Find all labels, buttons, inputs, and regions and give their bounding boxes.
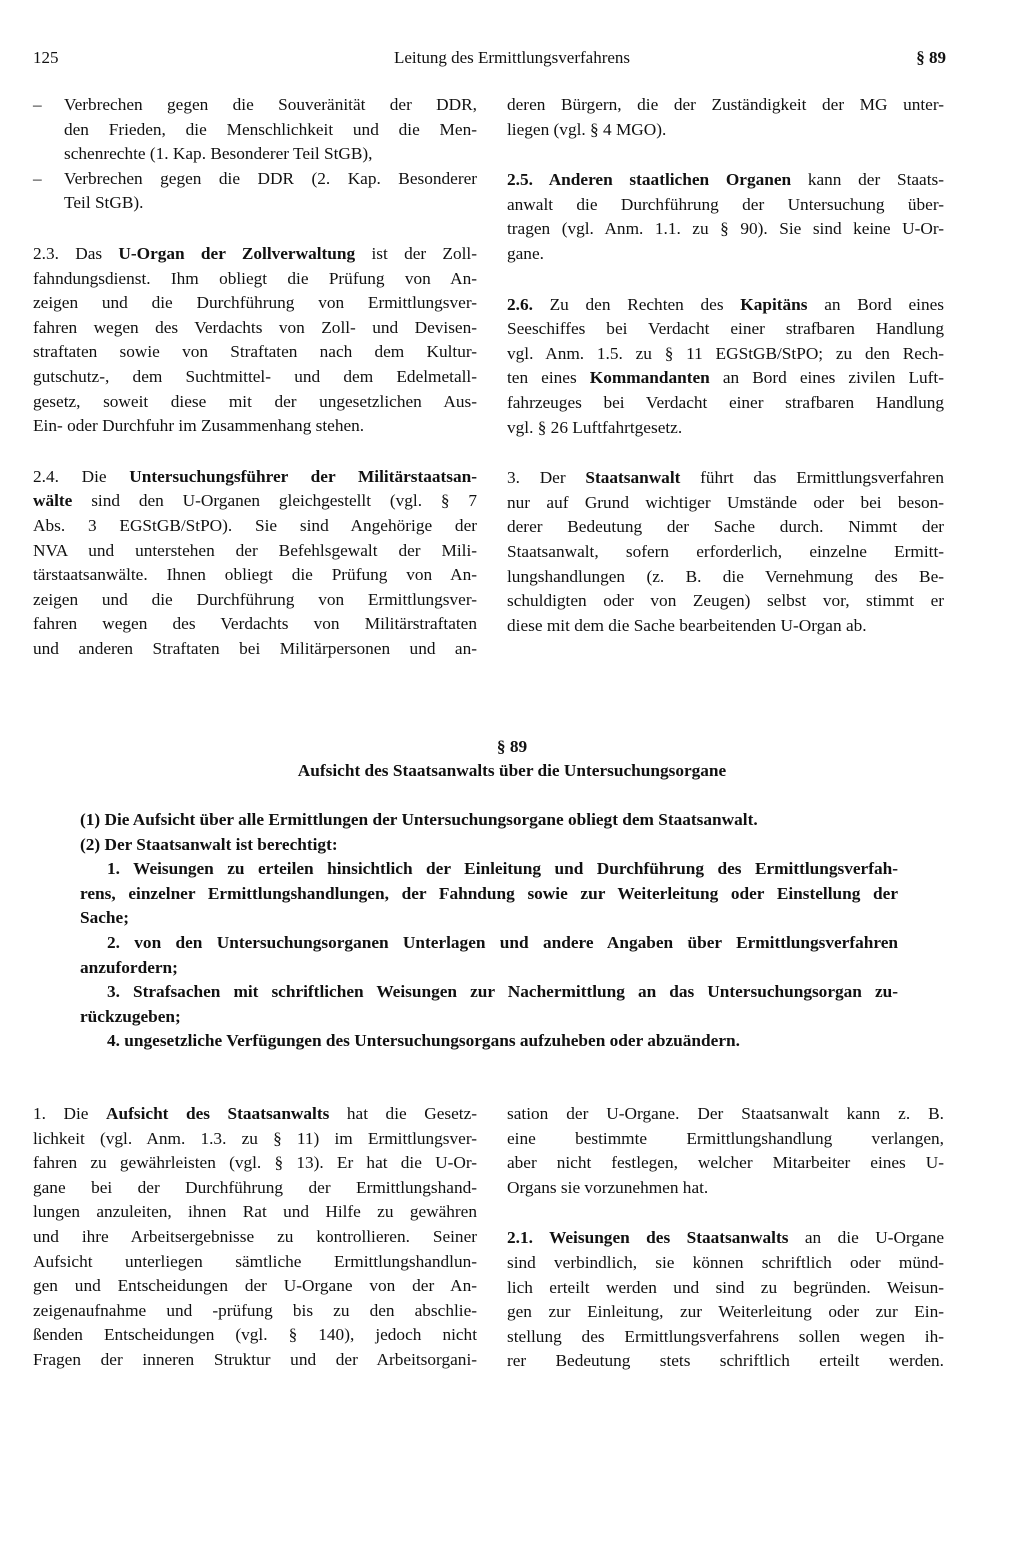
- bottom-right-column: [507, 1102, 944, 1374]
- text-line: Abs. 3 EGStGB/StPO). Sie sind Angehörige der: [33, 515, 477, 535]
- text-run: ten eines: [507, 368, 590, 388]
- text-run: Der: [519, 468, 586, 488]
- law-item-4: [80, 1029, 898, 1054]
- text-line: gesetz, soweit diese mit der ungesetzlichen Aus-: [33, 391, 477, 411]
- text-run: Die: [45, 1104, 107, 1123]
- paragraph-lead-line: [507, 168, 944, 193]
- text-line: diese mit dem die Sache bearbeitenden U-Organ ab.: [507, 615, 867, 635]
- paragraph-number: 3.: [507, 468, 520, 488]
- text-line: rer Bedeutung stets schriftlich erteilt werden.: [507, 1351, 944, 1371]
- text-line: stellung des Ermittlungsverfahrens sollen wegen ih-: [507, 1326, 944, 1346]
- text-line: und anderen Straftaten bei Militärpersonen und an-: [33, 638, 477, 658]
- text-line: schenrechte (1. Kap. Besonderer Teil StGB),: [64, 144, 373, 164]
- commentary-1: [33, 1102, 477, 1373]
- text-line: vgl. § 26 Luftfahrtgesetz.: [507, 417, 683, 437]
- paragraph-number: 2.1.: [507, 1228, 533, 1248]
- bold-term: Aufsicht des Staatsanwalts: [106, 1104, 330, 1123]
- text-run: an Bord eines: [807, 294, 945, 314]
- dash-item-2: [33, 167, 477, 216]
- text-line: fahrzeuges bei Verdacht einer strafbaren Handlung: [507, 392, 944, 412]
- text-line: zeigenaufnahme und -prüfung bis zu den abschlie-: [33, 1300, 477, 1320]
- text-line: Sache;: [80, 908, 129, 928]
- bottom-left-column: [33, 1102, 477, 1373]
- bold-term: Staatsanwalt: [585, 468, 681, 488]
- law-text: [80, 808, 898, 1054]
- text-line: gen und Entscheidungen der U-Organe von der An-: [33, 1276, 477, 1296]
- text-line: lich erteilt werden und sind zu begründen. Weisun-: [507, 1277, 944, 1297]
- text-run: Das: [58, 243, 119, 263]
- text-line: 4. ungesetzliche Verfügungen des Untersuchungsorgans aufzuheben oder abzuändern.: [107, 1031, 740, 1051]
- text-line: Verbrechen gegen die Souveränität der DDR,: [64, 95, 477, 114]
- text-line: rens, einzelner Ermittlungshandlungen, der Fahndung sowie zur Weiterleitung oder Einstellung der: [80, 883, 898, 903]
- text-line: Seeschiffes bei Verdacht einer strafbaren Handlung: [507, 319, 944, 339]
- text-line: [33, 489, 477, 514]
- bold-term: Untersuchungsführer der Militärstaatsan-: [129, 466, 478, 486]
- text-line: 1. Weisungen zu erteilen hinsichtlich der Einleitung und Durchführung des Ermittlungsverfah-: [107, 859, 898, 879]
- commentary-2-1: [507, 1226, 944, 1374]
- text-line: lungshandlungen (z. B. die Vernehmung des Be-: [507, 566, 944, 586]
- dash-item-1: [33, 93, 477, 167]
- text-line: tärstaatsanwälte. Ihnen obliegt die Prüfung von An-: [33, 565, 477, 585]
- absatz-1: (1) Die Aufsicht über alle Ermittlungen der Untersuchungsorgane obliegt dem Staatsanwalt.: [80, 810, 758, 829]
- paragraph-lead-line: [33, 465, 477, 490]
- section-number: § 89: [496, 737, 528, 756]
- running-title: Leitung des Ermittlungsverfahrens: [393, 48, 631, 67]
- text-line: und ihre Arbeitsergebnisse zu kontrollieren. Seiner: [33, 1226, 477, 1246]
- bold-term: Kommandanten: [589, 368, 710, 388]
- header-section: § 89: [916, 48, 946, 67]
- paragraph-lead-line: [507, 1226, 944, 1251]
- text-line: Verbrechen gegen die DDR (2. Kap. Besonderer: [64, 168, 477, 188]
- text-line: derer Bedeutung der Sache durch. Nimmt der: [507, 517, 944, 537]
- text-run: ist der Zoll-: [355, 243, 477, 263]
- text-line: zeigen und die Durchführung von Ermittlungsver-: [33, 293, 477, 313]
- law-item-1: [80, 857, 898, 882]
- text-line: deren Bürgern, die der Zuständigkeit der MG unter-: [507, 95, 944, 114]
- dash-mark: –: [33, 95, 42, 114]
- text-line: fahndungsdienst. Ihm obliegt die Prüfung von An-: [33, 268, 477, 288]
- section-title: Aufsicht des Staatsanwalts über die Untersuchungsorgane: [297, 761, 727, 780]
- text-run: sind den U-Organen gleichgestellt (vgl. § 7: [72, 491, 477, 511]
- absatz-2: (2) Der Staatsanwalt ist berechtigt:: [80, 834, 338, 854]
- text-line: tragen (vgl. Anm. 1.1. zu § 90). Sie sind keine U-Or-: [507, 219, 944, 239]
- text-line: zeigen und die Durchführung von Ermittlungsver-: [33, 589, 477, 609]
- text-line: fahren wegen des Verdachts von Militärstraftaten: [33, 614, 477, 634]
- dash-mark: –: [33, 168, 42, 188]
- text-line: ßenden Entscheidungen (vgl. § 140), jedoch nicht: [33, 1325, 477, 1345]
- top-right-column: [507, 93, 944, 638]
- bold-term: Kapitäns: [740, 294, 808, 314]
- text-line: gane bei der Durchführung der Ermittlungshand-: [33, 1177, 477, 1197]
- paragraph-3: [507, 466, 944, 638]
- text-line: [507, 366, 944, 391]
- paragraph-number: 1.: [33, 1104, 46, 1123]
- paragraph-2-6: [507, 293, 944, 441]
- paragraph-2-3: [33, 242, 477, 439]
- text-line: Fragen der inneren Struktur und der Arbeitsorgani-: [33, 1349, 477, 1369]
- law-item-3: [80, 980, 898, 1005]
- text-line: straftaten sowie von Straftaten nach dem Kultur-: [33, 342, 477, 362]
- text-run: Zu den Rechten des: [532, 294, 741, 314]
- text-line: gen zur Einleitung, zur Weiterleitung oder zur Ein-: [507, 1302, 944, 1322]
- text-line: 2. von den Untersuchungsorganen Unterlagen und andere Angaben über Ermittlungsverfahren: [107, 932, 898, 952]
- paragraph-lead-line: [33, 1102, 477, 1127]
- paragraph-2-5: [507, 168, 944, 266]
- bold-term: Weisungen des Staatsanwalts: [532, 1228, 789, 1248]
- text-line: NVA und unterstehen der Befehlsgewalt der Mili-: [33, 540, 477, 560]
- text-line: lungen anzuleiten, ihnen Rat und Hilfe zu gewähren: [33, 1202, 477, 1222]
- text-run: an die U-Organe: [788, 1228, 944, 1248]
- paragraph-number: 2.5.: [507, 170, 533, 190]
- bold-term: U-Organ der Zollverwaltung: [118, 243, 356, 263]
- text-run: an Bord eines zivilen Luft-: [709, 368, 944, 388]
- text-line: Teil StGB).: [64, 193, 144, 213]
- top-left-column: [33, 93, 477, 661]
- text-run: führt das Ermittlungsverfahren: [680, 468, 944, 488]
- text-line: gane.: [507, 243, 544, 263]
- text-line: rückzugeben;: [80, 1006, 181, 1026]
- text-line: fahren wegen des Verdachts von Zoll- und Devisen-: [33, 317, 477, 337]
- text-line: nur auf Grund wichtiger Umstände oder bei beson-: [507, 492, 944, 512]
- paragraph-number: 2.6.: [507, 294, 533, 314]
- text-run: Die: [58, 466, 130, 486]
- paragraph-lead-line: [507, 293, 944, 318]
- page-number: 125: [33, 48, 59, 67]
- text-line: gutschutz-, dem Suchtmittel- und dem Edelmetall-: [33, 366, 477, 386]
- text-line: liegen (vgl. § 4 MGO).: [507, 119, 667, 139]
- text-line: Organs sie vorzunehmen hat.: [507, 1177, 709, 1197]
- bold-term: Anderen staatlichen Organen: [532, 170, 792, 190]
- text-line: anwalt die Durchführung der Untersuchung über-: [507, 194, 944, 214]
- paragraph-number: 2.4.: [33, 466, 59, 486]
- text-line: sation der U-Organe. Der Staatsanwalt kann z. B.: [507, 1104, 944, 1123]
- text-line: vgl. Anm. 1.5. zu § 11 EGStGB/StPO; zu den Rech-: [507, 343, 944, 363]
- text-line: 3. Strafsachen mit schriftlichen Weisungen zur Nachermittlung an das Untersuchungsorgan zu-: [107, 982, 898, 1002]
- paragraph-2-4: [33, 465, 477, 662]
- text-line: eine bestimmte Ermittlungshandlung verlangen,: [507, 1128, 944, 1148]
- text-line: lichkeit (vgl. Anm. 1.3. zu § 11) im Ermittlungsver-: [33, 1128, 477, 1148]
- text-line: Staatsanwalt, sofern erforderlich, einzelne Ermitt-: [507, 541, 944, 561]
- law-item-2: [80, 931, 898, 956]
- text-run: hat die Gesetz-: [329, 1104, 477, 1123]
- text-line: anzufordern;: [80, 957, 178, 977]
- paragraph-number: 2.3.: [33, 243, 59, 263]
- section-heading: [0, 735, 1024, 783]
- text-line: Ein- oder Durchfuhr im Zusammenhang stehen.: [33, 416, 365, 436]
- text-run: kann der Staats-: [791, 170, 944, 190]
- paragraph-lead-line: [507, 466, 944, 491]
- paragraph-lead-line: [33, 242, 477, 267]
- text-line: sind verbindlich, sie können schriftlich oder münd-: [507, 1252, 944, 1272]
- text-line: schuldigten oder von Zeugen) selbst vor, stimmt er: [507, 591, 944, 611]
- bold-term: wälte: [33, 491, 73, 511]
- text-line: aber nicht festlegen, welcher Mitarbeiter eines U-: [507, 1153, 944, 1173]
- text-line: den Frieden, die Menschlichkeit und die Men-: [64, 119, 477, 139]
- text-line: Aufsicht unterliegen sämtliche Ermittlungshandlun-: [33, 1251, 477, 1271]
- text-line: fahren zu gewährleisten (vgl. § 13). Er hat die U-Or-: [33, 1153, 477, 1173]
